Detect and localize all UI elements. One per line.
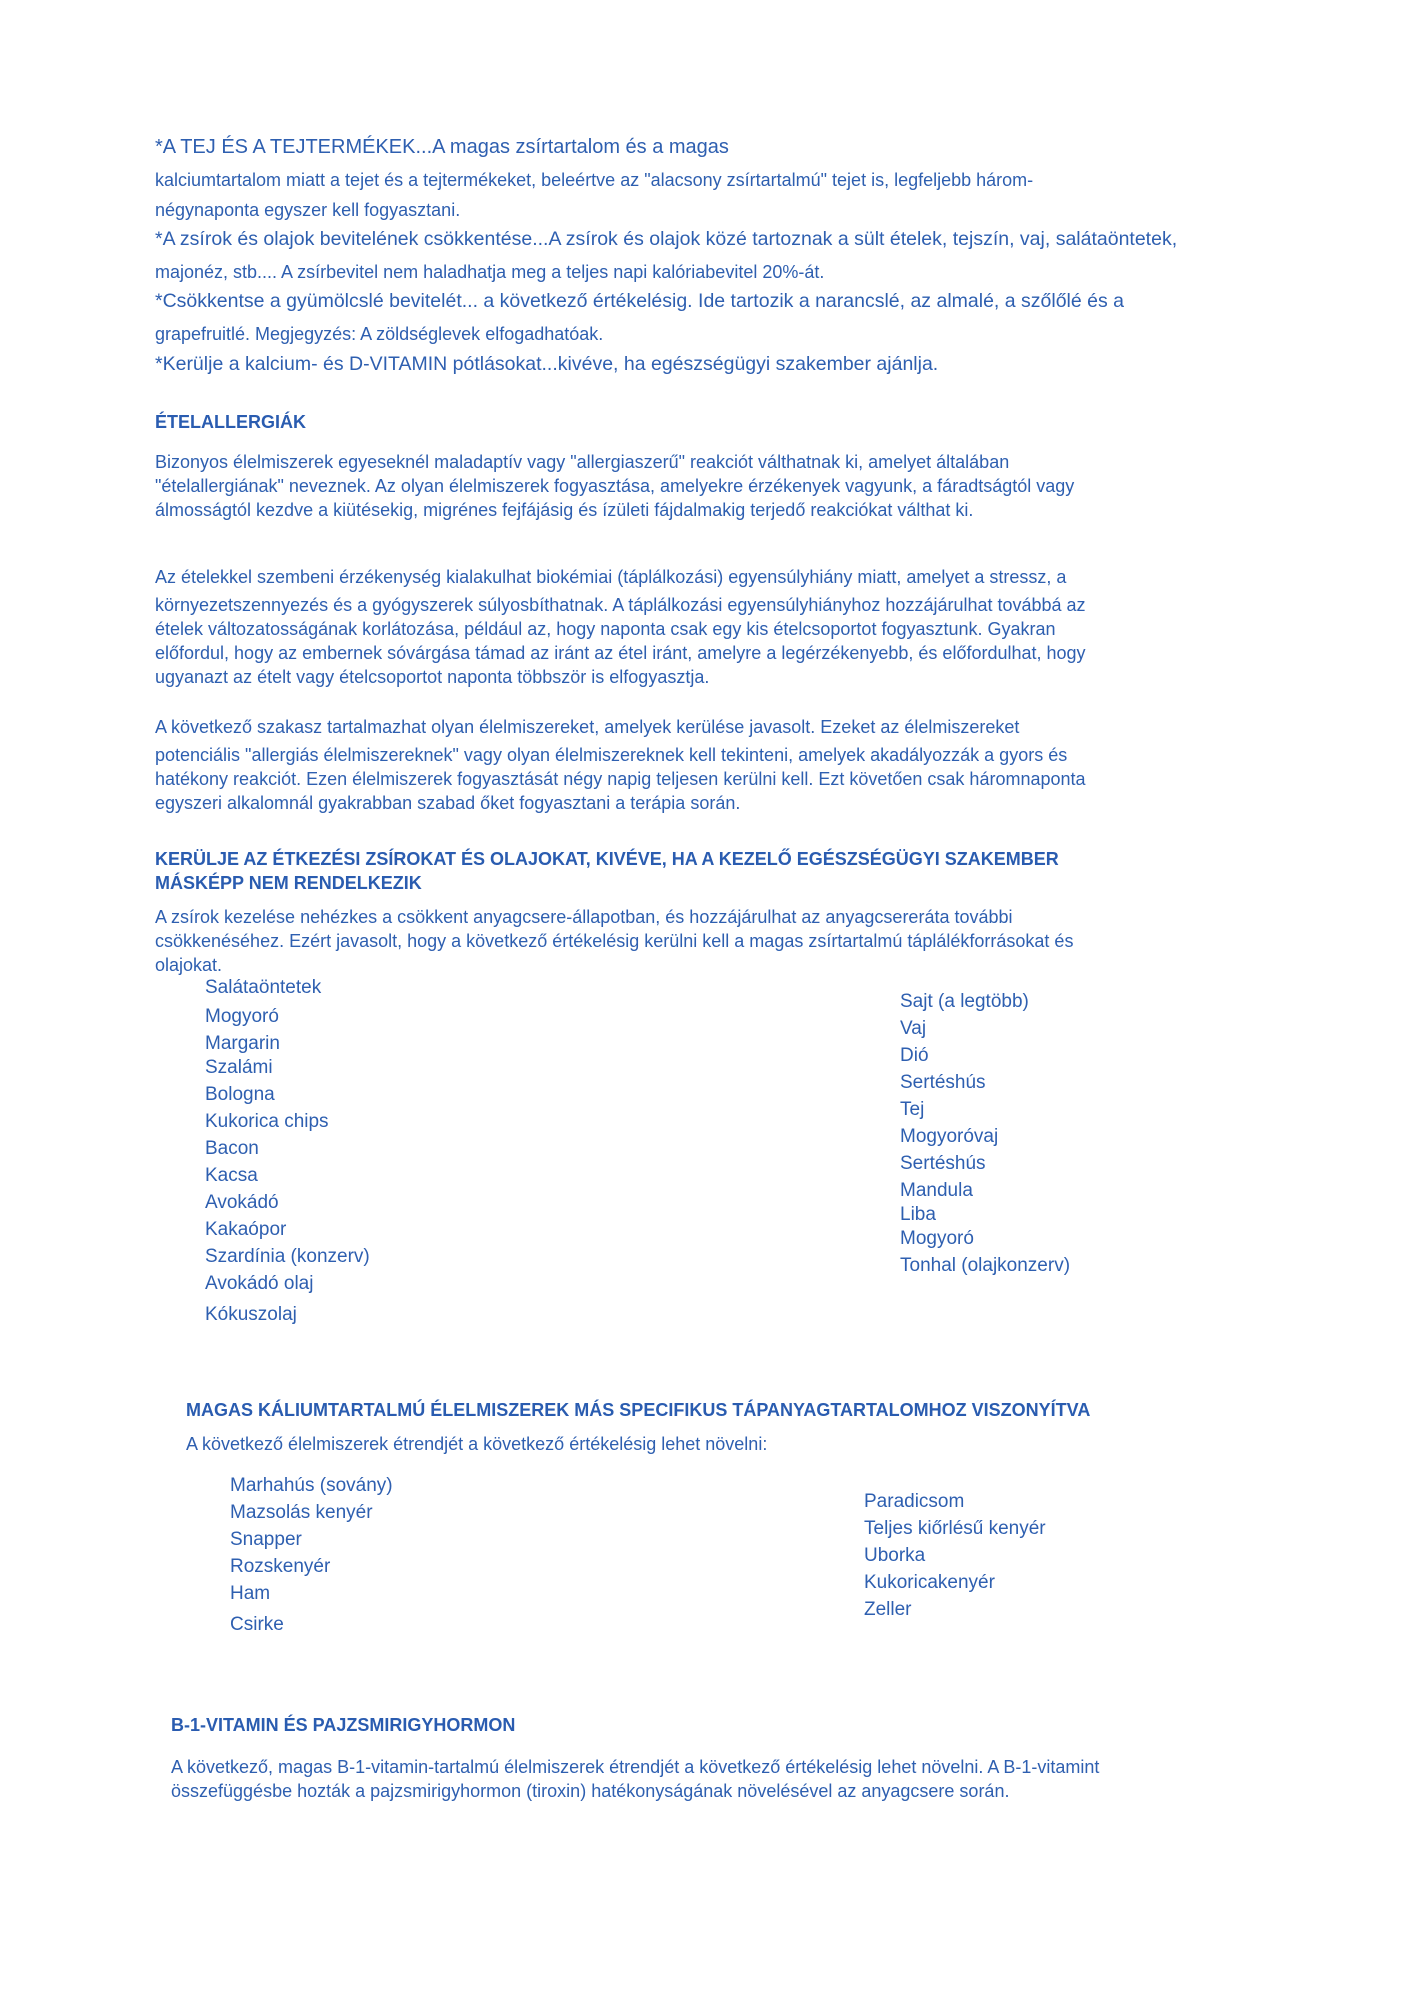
list-item: Paradicsom (864, 1491, 965, 1512)
list-item: Mandula (900, 1180, 973, 1201)
allergy-p2-line-5: ugyanazt az ételt vagy ételcsoportot naponta többször is elfogyasztja. (155, 667, 710, 687)
list-item: Liba (900, 1204, 936, 1225)
list-item: Avokádó (205, 1192, 279, 1213)
fats-body-line-1: A zsírok kezelése nehézkes a csökkent anyagcsere-állapotban, és hozzájárulhat az anyagcsereráta további (155, 907, 1013, 927)
list-item: Kacsa (205, 1165, 258, 1186)
allergy-p3-line-1: A következő szakasz tartalmazhat olyan élelmiszereket, amelyek kerülése javasolt. Ezeket az élelmiszereket (155, 717, 1020, 737)
list-item: Zeller (864, 1599, 912, 1620)
allergy-p1-line-3: álmosságtól kezdve a kiütésekig, migrénes fejfájásig és ízületi fájdalmakig terjedő reakciókat válthat ki. (155, 500, 974, 520)
list-item: Mazsolás kenyér (230, 1502, 373, 1523)
intro-line-1: *A TEJ ÉS A TEJTERMÉKEK...A magas zsírtartalom és a magas (155, 136, 729, 158)
intro-line-2: kalciumtartalom miatt a tejet és a tejtermékeket, beleértve az "alacsony zsírtartalmú" tejet is, legfeljebb három- (155, 170, 1034, 190)
intro-line-5: majonéz, stb.... A zsírbevitel nem haladhatja meg a teljes napi kalóriabevitel 20%-át. (155, 262, 825, 282)
list-item: Rozskenyér (230, 1556, 331, 1577)
intro-line-7: grapefruitlé. Megjegyzés: A zöldséglevek elfogadhatóak. (155, 324, 604, 344)
list-item: Szardínia (konzerv) (205, 1246, 370, 1267)
allergy-p2-line-3: ételek változatosságának korlátozása, például az, hogy naponta csak egy kis ételcsoportot fogyasztunk. Gyakran (155, 619, 1056, 639)
allergy-p2-line-4: előfordul, hogy az embernek sóvárgása támad az iránt az étel iránt, amelyre a legérzékenyebb, és előfordulhat, hogy (155, 643, 1086, 663)
list-item: Marhahús (sovány) (230, 1475, 393, 1496)
list-item: Ham (230, 1583, 271, 1604)
list-item: Mogyoróvaj (900, 1126, 999, 1147)
allergy-p3-line-3: hatékony reakciót. Ezen élelmiszerek fogyasztását négy napig teljesen kerülni kell. Ezt követően csak háromnaponta (155, 769, 1086, 789)
allergy-p3-line-2: potenciális "allergiás élelmiszereknek" vagy olyan élelmiszereknek kell tekinteni, amelyek akadályozzák a gyors és (155, 745, 1068, 765)
fats-body-line-2: csökkenéséhez. Ezért javasolt, hogy a következő értékelésig kerülni kell a magas zsírtartalmú táplálékforrásokat és (155, 931, 1074, 951)
list-item: Dió (900, 1045, 929, 1066)
list-item: Mogyoró (900, 1228, 974, 1249)
list-item: Tonhal (olajkonzerv) (900, 1255, 1071, 1276)
list-item: Margarin (205, 1033, 280, 1054)
intro-line-8: *Kerülje a kalcium- és D-VITAMIN pótlásokat...kivéve, ha egészségügyi szakember ajánlja. (155, 353, 939, 375)
allergy-p1-line-1: Bizonyos élelmiszerek egyeseknél maladaptív vagy "allergiaszerű" reakciót válthatnak ki, amelyet általában (155, 452, 1010, 472)
list-item: Kukoricakenyér (864, 1572, 995, 1593)
b1-body-line-1: A következő, magas B-1-vitamin-tartalmú élelmiszerek étrendjét a következő értékelésig lehet növelni. A B-1-vitamint (171, 1757, 1100, 1777)
intro-line-3: négynaponta egyszer kell fogyasztani. (155, 200, 461, 220)
list-item: Avokádó olaj (205, 1273, 314, 1294)
list-item: Uborka (864, 1545, 926, 1566)
b1-heading: B-1-VITAMIN ÉS PAJZSMIRIGYHORMON (171, 1715, 516, 1735)
fats-body-line-3: olajokat. (155, 955, 223, 975)
list-item: Bologna (205, 1084, 275, 1105)
list-item: Kókuszolaj (205, 1304, 297, 1325)
allergy-p3-line-4: egyszeri alkalomnál gyakrabban szabad őket fogyasztani a terápia során. (155, 793, 741, 813)
intro-line-4: *A zsírok és olajok bevitelének csökkentése...A zsírok és olajok közé tartoznak a sült ételek, tejszín, vaj, salátaöntetek, (155, 228, 1178, 250)
potassium-body: A következő élelmiszerek étrendjét a következő értékelésig lehet növelni: (186, 1434, 768, 1454)
allergy-p2-line-2: környezetszennyezés és a gyógyszerek súlyosbíthatnak. A táplálkozási egyensúlyhiányhoz hozzájárulhat továbbá az (155, 595, 1086, 615)
list-item: Szalámi (205, 1057, 273, 1078)
fats-heading-line-2: MÁSKÉPP NEM RENDELKEZIK (155, 873, 422, 893)
allergy-p1-line-2: "ételallergiának" neveznek. Az olyan élelmiszerek fogyasztása, amelyekre érzékenyek vagyunk, a fáradtságtól vagy (155, 476, 1075, 496)
list-item: Bacon (205, 1138, 259, 1159)
list-item: Kakaópor (205, 1219, 287, 1240)
list-item: Sajt (a legtöbb) (900, 991, 1029, 1012)
list-item: Snapper (230, 1529, 302, 1550)
list-item: Mogyoró (205, 1006, 279, 1027)
fats-heading-line-1: KERÜLJE AZ ÉTKEZÉSI ZSÍROKAT ÉS OLAJOKAT, KIVÉVE, HA A KEZELŐ EGÉSZSÉGÜGYI SZAKEMBER (155, 849, 1059, 869)
intro-line-6: *Csökkentse a gyümölcslé bevitelét... a következő értékelésig. Ide tartozik a narancslé, az almalé, a szőlőlé és a (155, 290, 1124, 312)
allergy-heading: ÉTELALLERGIÁK (155, 412, 306, 432)
list-item: Salátaöntetek (205, 977, 322, 998)
list-item: Kukorica chips (205, 1111, 329, 1132)
list-item: Vaj (900, 1018, 927, 1039)
b1-body-line-2: összefüggésbe hozták a pajzsmirigyhormon (tiroxin) hatékonyságának növelésével az anyagcsere során. (171, 1781, 1010, 1801)
list-item: Teljes kiőrlésű kenyér (864, 1518, 1046, 1539)
list-item: Tej (900, 1099, 925, 1120)
list-item: Sertéshús (900, 1072, 986, 1093)
list-item: Csirke (230, 1614, 284, 1635)
allergy-p2-line-1: Az ételekkel szembeni érzékenység kialakulhat biokémiai (táplálkozási) egyensúlyhiány miatt, amelyet a stressz, a (155, 567, 1067, 587)
list-item: Sertéshús (900, 1153, 986, 1174)
potassium-heading: MAGAS KÁLIUMTARTALMÚ ÉLELMISZEREK MÁS SPECIFIKUS TÁPANYAGTARTALOMHOZ VISZONYÍTVA (186, 1400, 1091, 1420)
